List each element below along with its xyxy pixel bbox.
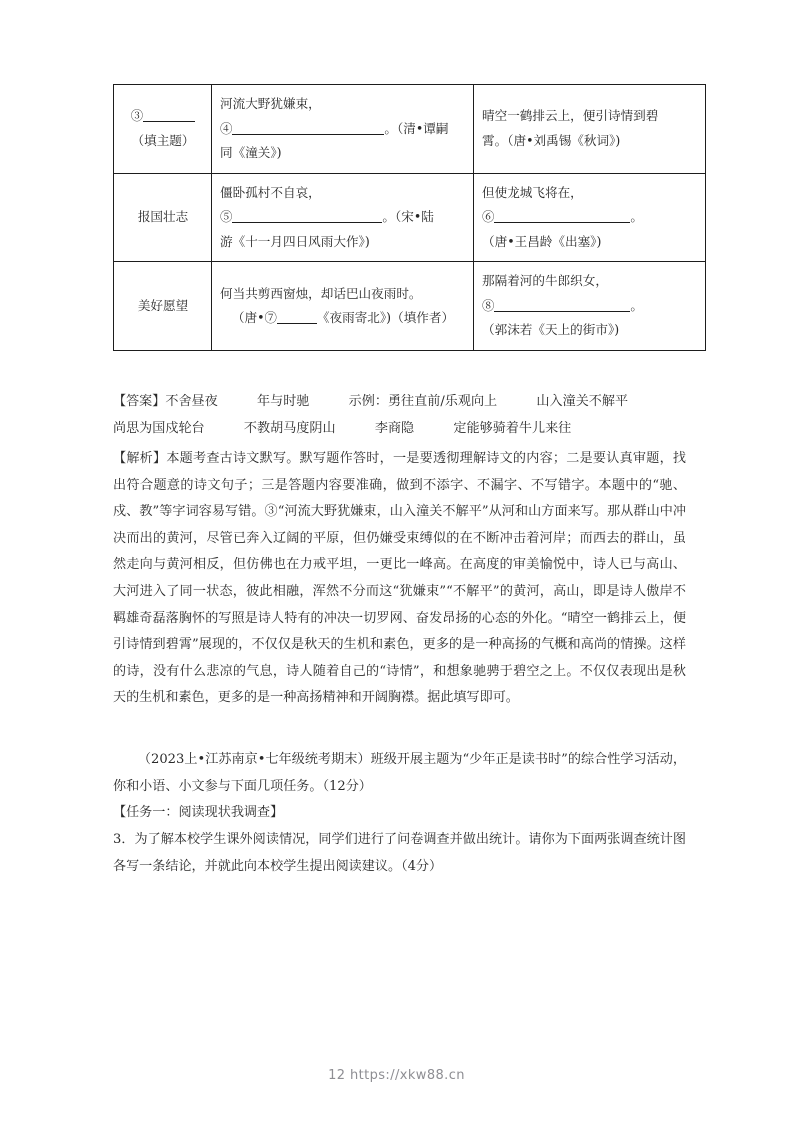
table-row [114,262,706,351]
answer-blank[interactable] [143,121,195,122]
poem-attribution-partial: 。（清•谭嗣 [384,120,449,136]
poem-line-2 [482,205,698,230]
poem-line-1: 何当共剪西窗烛，却话巴山夜雨时。 [220,285,422,301]
poem-line-1: 但使龙城飞将在， [482,184,583,200]
poem-line-3: （唐•王昌龄《出塞》) [482,233,602,249]
theme-blank-line [122,104,204,129]
poem-line-2: 霄。（唐•刘禹锡《秋词》) [482,132,621,148]
theme-label: 报国壮志 [137,209,189,225]
item-number-5: ⑤ [220,209,233,225]
poem-line-3: 同《潼关》) [220,145,282,161]
poem-line-1: 僵卧孤村不自哀， [220,184,321,200]
table-cell-theme [114,262,212,351]
poem-attribution-partial: 。（宋•陆 [382,209,434,225]
page-watermark: 12 https://xkw88.cn [328,1068,465,1083]
theme-hint: （填主题） [131,132,195,148]
theme-label: 美好愿望 [137,297,189,313]
poem-line-2 [220,306,466,331]
table-cell-right [474,85,706,174]
analysis-paragraph: 【解析】本题考查古诗文默写。默写题作答时，一是要透彻理解诗文的内容；二是要认真审题，找出符合题意的诗文句子；三是答题内容要准确，做到不添字、不漏字、不写错字。本题中的“驰、戍、教”等字词容易写错。③“河流大野犹嫌束，山入潼关不解平”从河和山方面来写。那从群山中冲决而出的黄河，尽管已奔入辽阔的平原，但仍嫌受束缚似的在不断冲击着河岸；而西去的群山，虽然走向与黄河相反，但仿佛也在力戒平坦，一更比一峰高。在高度的审美愉悦中，诗人已与高山、大河进入了同一状态，彼此相融，浑然不分而这“犹嫌束”“不解平”的黄河，高山，即是诗人傲岸不羁雄奇磊落胸怀的写照是诗人特有的冲决一切罗网、奋发昂扬的心态的外化。“晴空一鹤排云上，便引诗情到碧霄”展现的，不仅仅是秋天的生机和素色，更多的是一种高扬的气概和高尚的情操。这样的诗，没有什么悲凉的气息，诗人随着自己的“诗情”，和想象驰骋于碧空之上。不仅仅表现出是秋天的生机和素色，更多的是一种高扬精神和开阔胸襟。据此填写即可。 [113,451,686,706]
answer-blank[interactable] [277,323,317,324]
answer-key-line-2: 尚思为国戍轮台 不教胡马度阴山 李商隐 定能够骑着牛儿来往 [113,420,572,436]
table-cell-middle [212,173,474,262]
poem-line-2 [220,117,466,142]
poem-attribution-prefix: （唐• [231,310,265,326]
answer-blank[interactable] [232,222,382,223]
answer-blank[interactable] [494,222,630,223]
poem-line-3: 游《十一月四日风雨大作》) [220,233,370,249]
table-cell-middle [212,85,474,174]
poem-period: 。 [630,297,643,313]
answer-blank[interactable] [494,311,630,312]
answer-blank[interactable] [232,134,384,135]
item-number-8: ⑧ [482,297,495,313]
table-cell-middle [212,262,474,351]
answer-key-block [113,389,686,442]
task-heading: 【任务一：阅读现状我调查】 [113,805,284,820]
table-row [114,85,706,174]
item-number-7: ⑦ [264,310,277,326]
poem-line-2 [220,205,466,230]
poem-line-1: 晴空一鹤排云上，便引诗情到碧 [482,108,659,124]
source-paragraph: （2023上•江苏南京•七年级统考期末）班级开展主题为“少年正是读书时”的综合性学习活动，你和小语、小文参与下面几项任务。（12分） [113,752,686,794]
table-cell-right [474,262,706,351]
poetry-fill-in-table [113,84,706,351]
item-number-4: ④ [220,120,233,136]
item-number-3: ③ [130,108,144,124]
answer-key-line-1: 【答案】不舍昼夜 年与时驰 示例：勇往直前/乐观向上 山入潼关不解平 [113,394,629,409]
poem-line-1: 那隔着河的牛郎织女， [482,273,608,289]
table-cell-theme [114,173,212,262]
item-number-6: ⑥ [482,209,495,225]
poem-attribution-partial: 《夜雨寄北》)（填作者） [316,310,455,326]
poem-period: 。 [630,209,643,225]
table-cell-right [474,173,706,262]
poem-line-1: 河流大野犹嫌束， [220,96,321,111]
poem-line-3: （郭沫若《天上的街市》) [482,322,620,338]
question-3: 3．为了解本校学生课外阅读情况，同学们进行了问卷调查并做出统计。请你为下面两张调查统计图各写一条结论，并就此向本校学生提出阅读建议。（4分） [113,832,686,874]
poem-line-2 [482,294,698,319]
table-row [114,173,706,262]
table-cell-theme [114,85,212,174]
